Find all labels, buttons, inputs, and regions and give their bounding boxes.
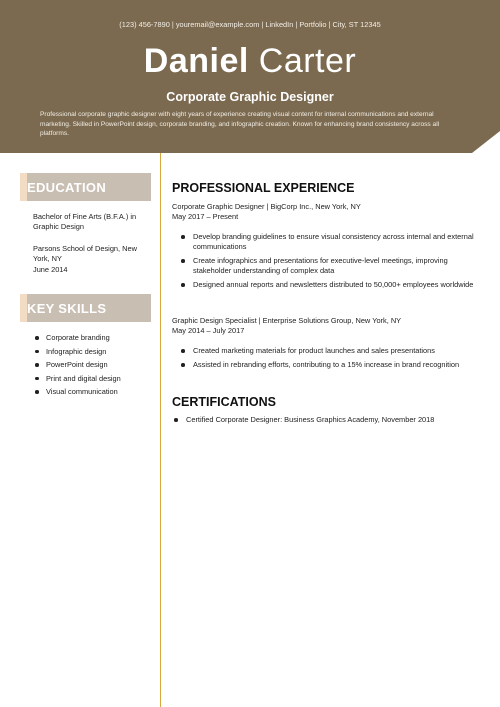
- heading-tab: [20, 294, 27, 322]
- last-name: Carter: [258, 42, 357, 80]
- job-dates: May 2014 – July 2017: [172, 326, 245, 335]
- first-name: Daniel: [143, 42, 249, 80]
- heading-tab: [20, 173, 27, 201]
- skill-item: PowerPoint design: [33, 360, 121, 374]
- summary: Professional corporate graphic designer with eight years of experience creating visual content for internal communications and external marketing. Skilled in PowerPoint design, corporate branding, and infographic creation. Known for enhancing brand consistency across all platforms.: [40, 111, 440, 138]
- job-bullet: Created marketing materials for product launches and sales presentations: [180, 346, 480, 356]
- job-title-company: Corporate Graphic Designer | BigCorp Inc., New York, NY: [172, 202, 361, 211]
- education-school: Parsons School of Design, New York, NY: [33, 244, 137, 263]
- job-bullet: Assisted in rebranding efforts, contributing to a 15% increase in brand recognition: [180, 360, 480, 370]
- candidate-name: [0, 42, 500, 81]
- skills-list: [33, 333, 121, 401]
- job-bullet: Develop branding guidelines to ensure visual consistency across internal and external communications: [180, 232, 480, 252]
- education-heading-bar: [20, 173, 151, 201]
- education-date: June 2014: [33, 265, 68, 274]
- job-bullets: [180, 232, 480, 294]
- skill-item: Print and digital design: [33, 374, 121, 388]
- certification-item: Certified Corporate Designer: Business Graphics Academy, November 2018: [173, 415, 483, 425]
- education-degree: Bachelor of Fine Arts (B.F.A.) in Graphic Design: [33, 212, 137, 231]
- job-title-company: Graphic Design Specialist | Enterprise Solutions Group, New York, NY: [172, 316, 402, 325]
- header-corner-cut: [472, 131, 500, 153]
- certifications-heading: CERTIFICATIONS: [172, 395, 276, 409]
- skill-item: Visual communication: [33, 387, 121, 401]
- header-banner: [0, 0, 500, 153]
- education-heading: EDUCATION: [27, 180, 107, 195]
- skill-item: Infographic design: [33, 347, 121, 361]
- experience-heading: PROFESSIONAL EXPERIENCE: [172, 181, 355, 195]
- job-bullet: Designed annual reports and newsletters distributed to 50,000+ employees worldwide: [180, 280, 480, 290]
- job-title: Corporate Graphic Designer: [166, 90, 334, 104]
- job-bullet: Create infographics and presentations for executive-level meetings, improving stakeholder understanding of complex data: [180, 256, 480, 276]
- skills-heading: KEY SKILLS: [27, 301, 107, 316]
- contact-line: (123) 456-7890 | youremail@example.com | LinkedIn | Portfolio | City, ST 12345: [119, 20, 381, 29]
- skills-heading-bar: [20, 294, 151, 322]
- column-divider: [160, 153, 161, 707]
- skill-item: Corporate branding: [33, 333, 121, 347]
- job-bullets: [180, 346, 480, 374]
- job-dates: May 2017 – Present: [172, 212, 239, 221]
- certifications-list: [173, 415, 483, 429]
